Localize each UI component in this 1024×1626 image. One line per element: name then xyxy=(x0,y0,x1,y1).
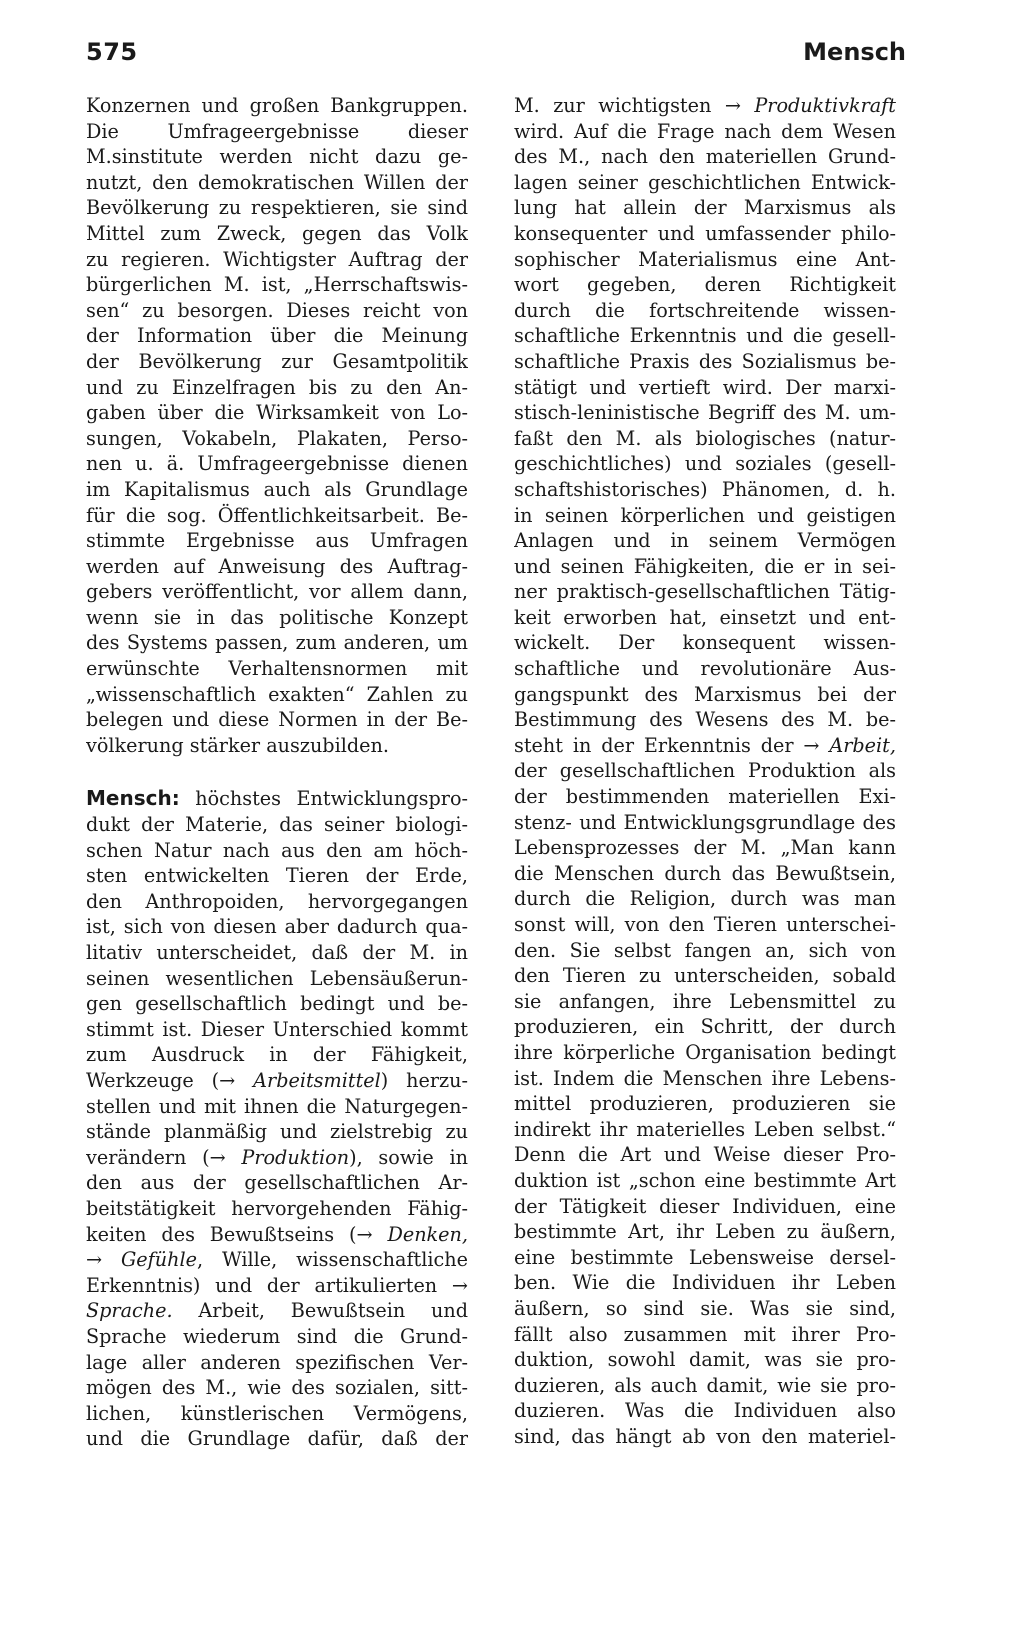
text-line: eine bestimmte Lebensweise dersel- xyxy=(514,1245,896,1269)
text-line: stimmt ist. Dieser Unterschied kommt xyxy=(86,1017,468,1041)
arrow-icon: → xyxy=(724,94,741,117)
text-line: des M., nach den materiellen Grund- xyxy=(514,145,896,169)
text-line: in seinen körperlichen und geistigen xyxy=(514,503,896,527)
text-line: durch die Religion, durch was man xyxy=(514,887,896,911)
text-line: sen“ zu besorgen. Dieses reicht von xyxy=(86,298,468,322)
text-line: zum Ausdruck in der Fähigkeit, xyxy=(86,1043,468,1067)
text-line: der Tätigkeit dieser Individuen, eine xyxy=(514,1194,896,1218)
text-line: für die sog. Öffentlichkeitsarbeit. Be- xyxy=(86,503,468,527)
text-line: gebers veröffentlicht, vor allem dann, xyxy=(86,580,468,604)
text-line: Konzernen und großen Bankgruppen. xyxy=(86,94,468,117)
text-line: schaftliche Praxis des Sozialismus be- xyxy=(514,349,896,373)
text-line: schaftliche Erkenntnis und die gesell- xyxy=(514,324,896,348)
running-head: Mensch xyxy=(803,38,906,66)
text-line: stätigt und vertieft wird. Der marxi- xyxy=(514,375,896,399)
text-line: ben. Wie die Individuen ihr Leben xyxy=(514,1271,896,1295)
arrow-icon: → xyxy=(219,1068,236,1092)
cross-reference-arbeitsmittel[interactable]: Arbeitsmittel xyxy=(253,1068,381,1092)
text-line: schaftshistorisches) Phänomen, d. h. xyxy=(514,477,896,501)
cross-reference-sprache[interactable]: Sprache. xyxy=(86,1299,173,1323)
text-line: mittel produzieren, produzieren sie xyxy=(514,1092,896,1116)
text-line: im Kapitalismus auch als Grundlage xyxy=(86,477,468,501)
text-line: litativ unterscheidet, daß der M. in xyxy=(86,941,468,964)
right-column xyxy=(514,93,896,1449)
entry-body-part xyxy=(514,119,896,733)
text-line: Lebensprozesses der M. „Man kann xyxy=(514,836,896,860)
text-line: sind, das hängt ab von den materiel- xyxy=(514,1424,896,1448)
text-line: lichen, künstlerischen Vermögens, xyxy=(86,1401,468,1425)
entry-first-line: Mensch: höchstes Entwicklungspro- xyxy=(86,786,468,811)
text-line: schen Natur nach aus den am höch- xyxy=(86,838,468,862)
text-line: Erkenntnis) und der artikulierten → xyxy=(86,1273,468,1297)
text-line: wenn sie in das politische Konzept xyxy=(86,605,468,629)
entry-body-part xyxy=(86,1324,468,1452)
text-line: der bestimmenden materiellen Exi- xyxy=(514,785,896,809)
text-line: ihre körperliche Organisation bedingt xyxy=(514,1040,896,1064)
text-line: den. Sie selbst fangen an, sich von xyxy=(514,938,896,962)
text-line: die Menschen durch das Bewußtsein, xyxy=(514,861,896,885)
text-line: nen u. ä. Umfrageergebnisse dienen xyxy=(86,452,468,476)
text-line: produzieren, ein Schritt, der durch xyxy=(514,1015,896,1039)
text-line: zu regieren. Wichtigster Auftrag der xyxy=(86,247,468,271)
text-line: Bestimmung des Wesens des M. be- xyxy=(514,708,896,732)
entry-headword: Mensch: xyxy=(86,786,180,811)
text-line: bestimmte Art, ihr Leben zu äußern, xyxy=(514,1220,896,1244)
arrow-icon: → xyxy=(451,1273,468,1297)
text-line: ist, sich von diesen aber dadurch qua- xyxy=(86,915,468,939)
text-line: steht in der Erkenntnis der → Arbeit, xyxy=(514,733,896,757)
text-line: duzieren, als auch damit, wie sie pro- xyxy=(514,1373,896,1397)
text-line: nutzt, den demokratischen Willen der xyxy=(86,170,468,194)
arrow-icon: → xyxy=(86,1248,103,1272)
text-line: Mittel zum Zweck, gegen das Volk xyxy=(86,221,468,245)
text-line: sophischer Materialismus eine Ant- xyxy=(514,247,896,271)
text-line: sungen, Vokabeln, Plakaten, Perso- xyxy=(86,426,468,450)
text-line: mögen des M., wie des sozialen, sitt- xyxy=(86,1376,468,1400)
entry-gap xyxy=(86,758,468,786)
cross-reference-arbeit[interactable]: Arbeit, xyxy=(829,733,896,757)
arrow-icon: → xyxy=(803,733,820,757)
text-line: lung hat allein der Marxismus als xyxy=(514,196,896,220)
text-line: der Information über die Meinung xyxy=(86,324,468,348)
text-line: duktion ist „schon eine bestimmte Art xyxy=(514,1168,896,1192)
text-line: den Tieren zu unterscheiden, sobald xyxy=(514,964,896,988)
text-line: stisch-leninistische Begriff des M. um- xyxy=(514,401,896,425)
text-line: stenz- und Entwicklungsgrundlage des xyxy=(514,810,896,834)
page-number: 575 xyxy=(86,38,138,66)
text-line: sonst will, von den Tieren unterschei- xyxy=(514,913,896,936)
cross-reference-gefuehle[interactable]: Gefühle xyxy=(120,1248,197,1272)
text-line: der Bevölkerung zur Gesamtpolitik xyxy=(86,349,468,373)
text-line: sie anfangen, ihre Lebensmittel zu xyxy=(514,989,896,1013)
entry-body-part xyxy=(514,758,896,1449)
entry-body-part xyxy=(86,1094,468,1145)
text-line: M.sinstitute werden nicht dazu ge- xyxy=(86,145,468,169)
text-line: ner praktisch-gesellschaftlichen Tätig- xyxy=(514,580,896,604)
text-line: stellen und mit ihnen die Naturgegen- xyxy=(86,1094,468,1118)
text-line: faßt den M. als biologisches (natur- xyxy=(514,426,896,450)
text-line: äußern, so sind sie. Was sie sind, xyxy=(514,1296,896,1320)
text-line: konsequenter und umfassender philo- xyxy=(514,221,896,245)
text-line: Anlagen und in seinem Vermögen xyxy=(514,529,896,553)
text-line: gen gesellschaftlich bedingt und be- xyxy=(86,992,468,1016)
text-line: keit erworben hat, einsetzt und ent- xyxy=(514,605,896,629)
text-line: und seinen Fähigkeiten, die er in sei- xyxy=(514,554,896,578)
text-line: ist. Indem die Menschen ihre Lebens- xyxy=(514,1066,896,1090)
text-line: wort gegeben, deren Richtigkeit xyxy=(514,273,896,297)
text-line: den Anthropoiden, hervorgegangen xyxy=(86,889,468,913)
text-line: keiten des Bewußtseins (→ Denken, xyxy=(86,1222,468,1246)
text-line: erwünschte Verhaltensnormen mit xyxy=(86,657,468,681)
text-line: geschichtliches) und soziales (gesell- xyxy=(514,452,896,476)
text-line: gaben über die Wirksamkeit von Lo- xyxy=(86,401,468,425)
text-line: wickelt. Der konsequent wissen- xyxy=(514,631,896,655)
left-column-continuation xyxy=(86,93,468,758)
text-line: Sprache wiederum sind die Grund- xyxy=(86,1324,468,1348)
entry-body-part xyxy=(86,1170,468,1221)
text-line: Denn die Art und Weise dieser Pro- xyxy=(514,1143,896,1167)
text-line: gangspunkt des Marxismus bei der xyxy=(514,682,896,706)
text-line: dukt der Materie, das seiner biologi- xyxy=(86,813,468,837)
arrow-icon: → xyxy=(209,1145,226,1169)
text-line: fällt also zusammen mit ihrer Pro- xyxy=(514,1322,896,1346)
cross-reference-denken[interactable]: Denken, xyxy=(387,1222,468,1246)
text-line: den aus der gesellschaftlichen Ar- xyxy=(86,1171,468,1195)
text-line: werden auf Anweisung des Auftrag- xyxy=(86,554,468,578)
text-line: völkerung stärker auszubilden. xyxy=(86,733,389,757)
text-line: seinen wesentlichen Lebensäußerun- xyxy=(86,966,468,990)
text-line: schaftliche und revolutionäre Aus- xyxy=(514,657,896,681)
text-line: Bevölkerung zu respektieren, sie sind xyxy=(86,196,468,220)
text-line: der gesellschaftlichen Produktion als xyxy=(514,759,896,783)
text-line: des Systems passen, zum anderen, um xyxy=(86,631,468,655)
text-line: duzieren. Was die Individuen also xyxy=(514,1399,896,1423)
text-line: Sprache. Arbeit, Bewußtsein und xyxy=(86,1299,468,1323)
text-line: belegen und diese Normen in der Be- xyxy=(86,708,468,732)
text-line: wird. Auf die Frage nach dem Wesen xyxy=(514,119,896,143)
text-line: und die Grundlage dafür, daß der xyxy=(86,1427,468,1451)
text-line: → Gefühle, Wille, wissenschaftliche xyxy=(86,1248,468,1272)
text-line: verändern (→ Produktion), sowie in xyxy=(86,1145,468,1169)
text-line: bürgerlichen M. ist, „Herrschaftswis- xyxy=(86,273,468,297)
text-line: duktion, sowohl damit, was sie pro- xyxy=(514,1348,896,1372)
arrow-icon: → xyxy=(356,1222,373,1246)
text-line: und zu Einzelfragen bis zu den An- xyxy=(86,375,468,399)
text-line: durch die fortschreitende wissen- xyxy=(514,298,896,322)
text-line: stimmte Ergebnisse aus Umfragen xyxy=(86,529,468,553)
cross-reference-produktion[interactable]: Produktion xyxy=(241,1145,350,1169)
text-line: Die Umfrageergebnisse dieser xyxy=(86,119,468,143)
text-line: beitstätigkeit hervorgehenden Fähig- xyxy=(86,1196,468,1220)
entry-body-part xyxy=(86,812,468,1068)
text-line: lagen seiner geschichtlichen Entwick- xyxy=(514,170,896,194)
text-line: Werkzeuge (→ Arbeitsmittel) herzu- xyxy=(86,1068,468,1092)
text-line: „wissenschaftlich exakten“ Zahlen zu xyxy=(86,682,468,706)
text-line: M. zur wichtigsten → Produktivkraft xyxy=(514,94,896,117)
left-column xyxy=(86,93,468,1452)
text-line: stände planmäßig und zielstrebig zu xyxy=(86,1120,468,1144)
text-line: sten entwickelten Tieren der Erde, xyxy=(86,864,468,888)
cross-reference-produktivkraft[interactable]: Produktivkraft xyxy=(754,94,896,117)
text-line: indirekt ihr materielles Leben selbst.“ xyxy=(514,1117,896,1141)
text-line: lage aller anderen spezifischen Ver- xyxy=(86,1350,468,1374)
